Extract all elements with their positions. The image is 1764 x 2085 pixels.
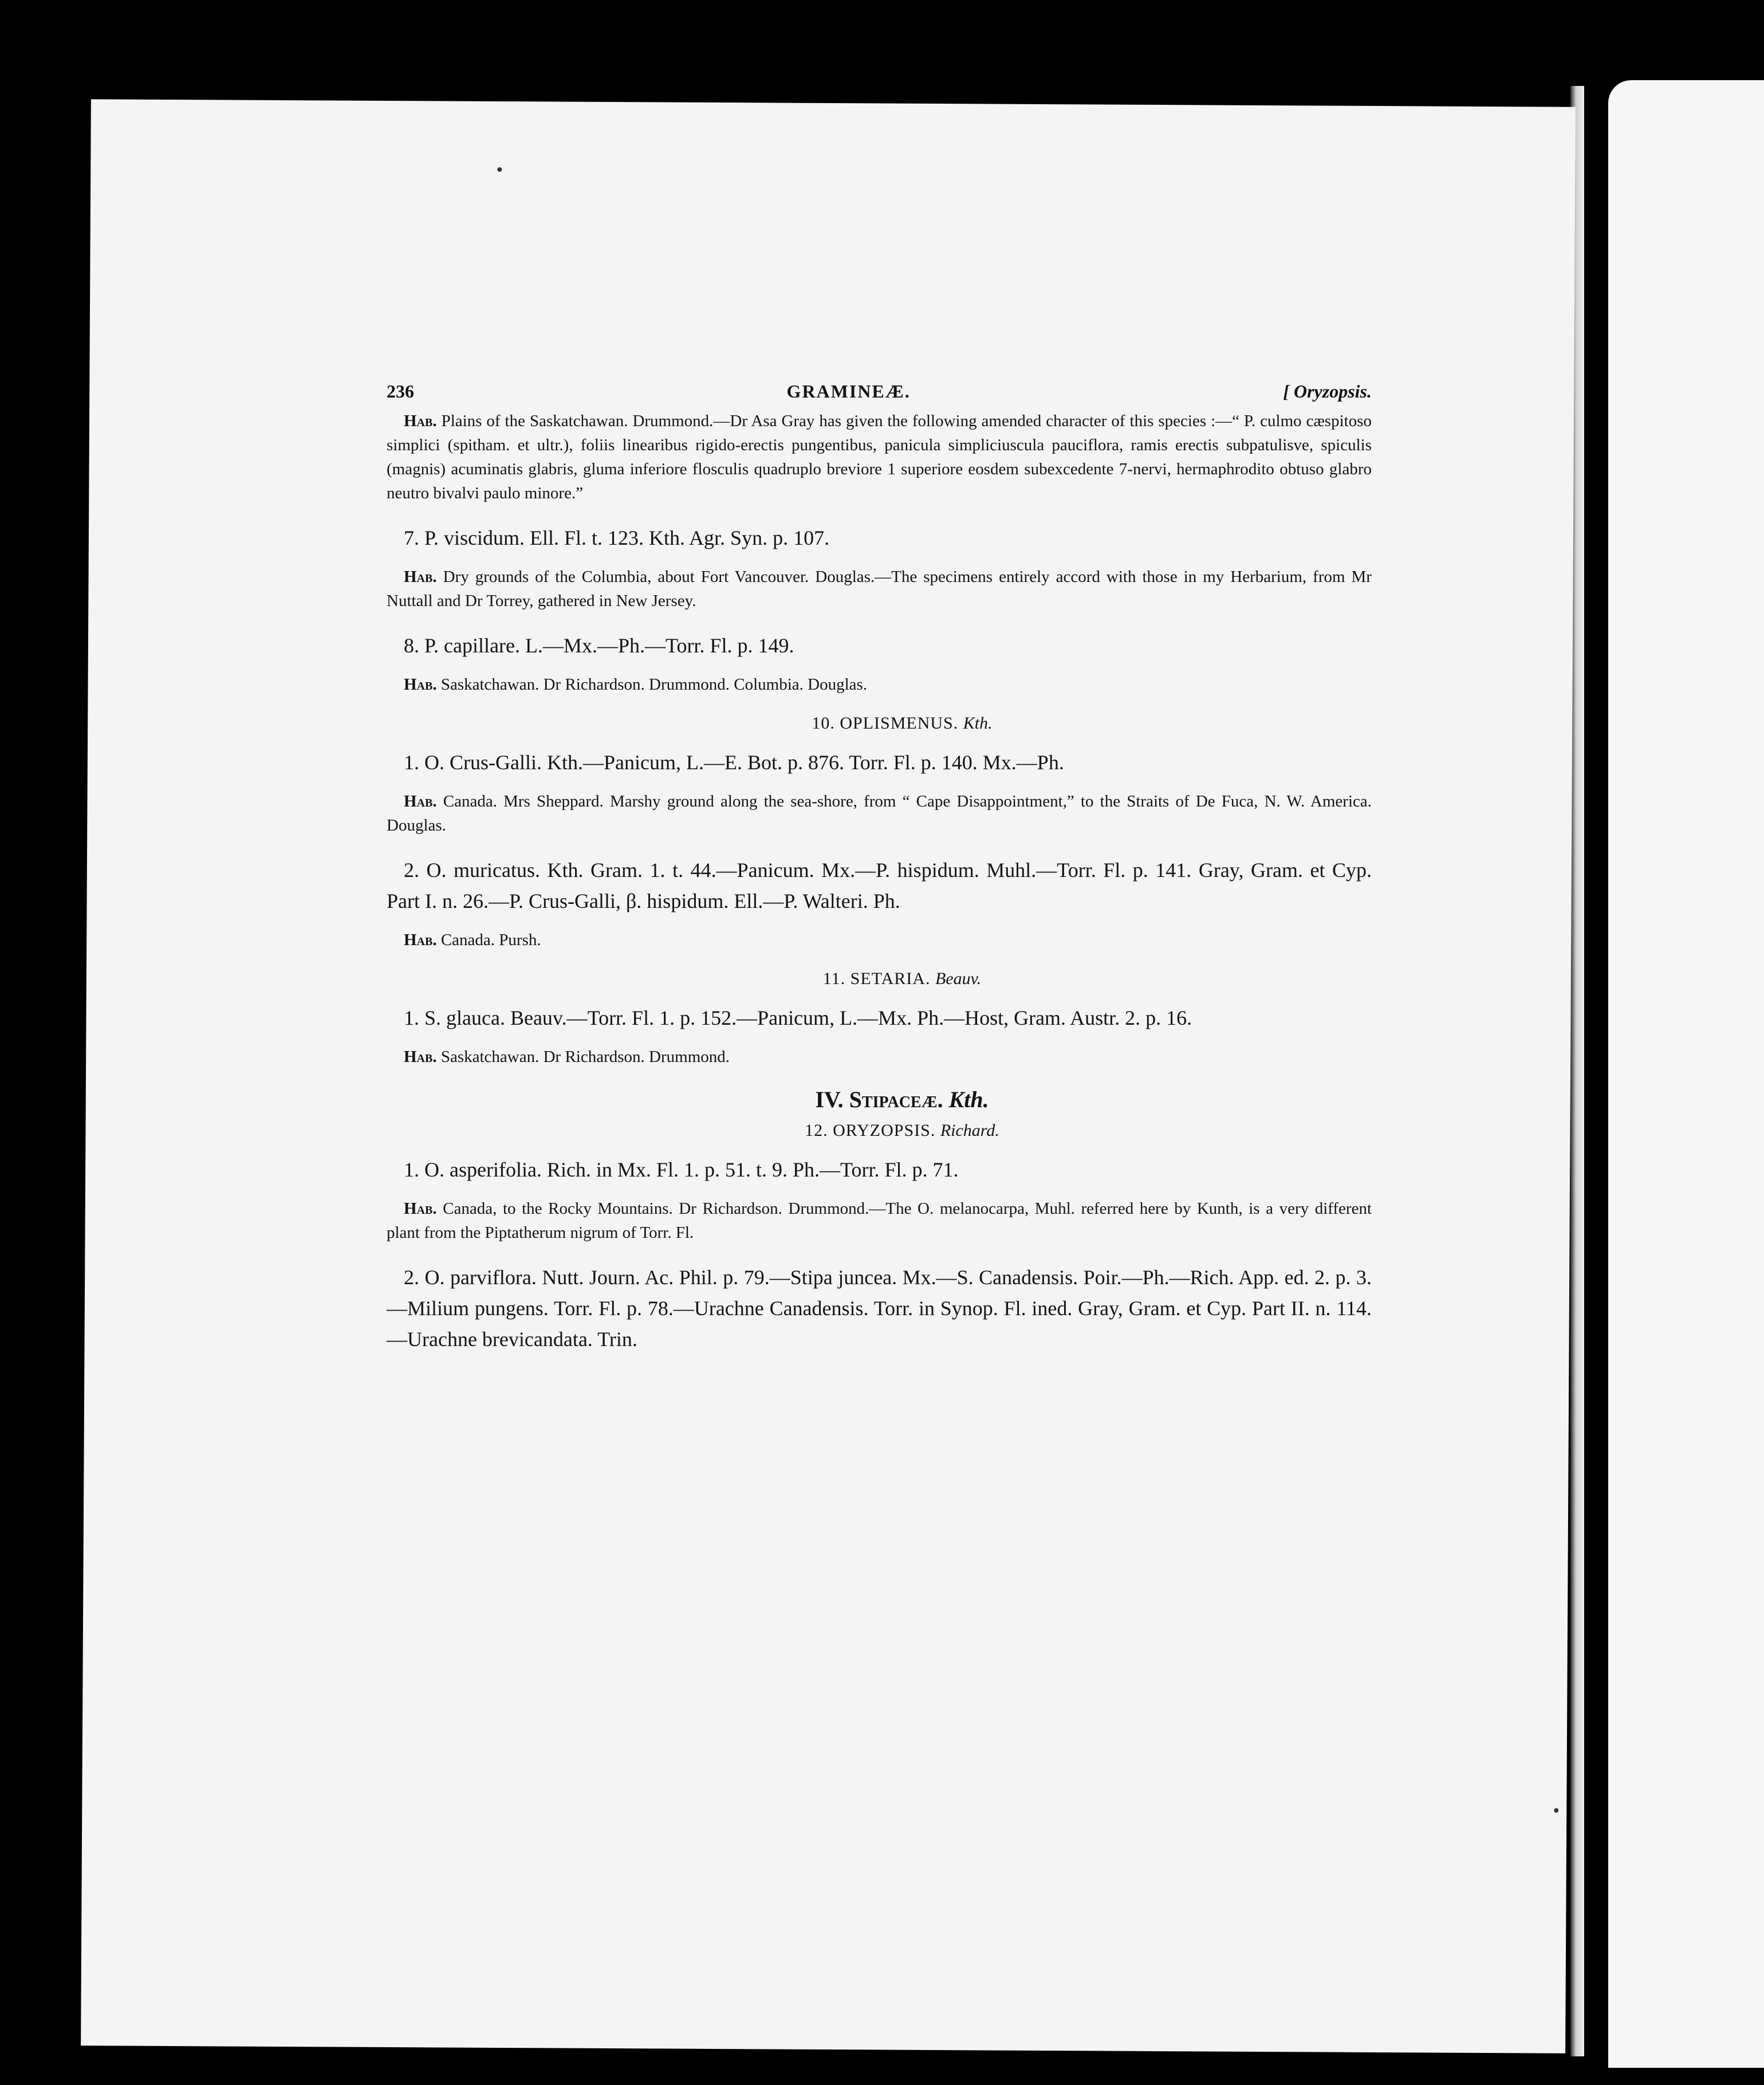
hab-text: Plains of the Saskatchawan. Drummond.—Dr Asa Gray has given the following amended character of this species :—“ P. culmo cæspitoso simplici (spitham. et ultr.), foliis linearibus rigido-erectis pungentibus, panicula simpliciuscula pauciflora, ramis erectis subpatulisve, spiculis (magnis) acuminatis glabris, gluma inferiore flosculis quadruplo breviore 1 superiore eosdem subexcedente 7-nervi, hermaphrodito obtuso glabro neutro bivalvi paulo minore.” xyxy=(387,412,1372,502)
hab-text: Canada, to the Rocky Mountains. Dr Richardson. Drummond.—The O. melanocarpa, Muhl. referred here by Kunth, is a very different plant from the Piptatherum nigrum of Torr. Fl. xyxy=(387,1199,1372,1242)
hab-label: Hab. xyxy=(404,412,437,430)
running-head-genus: [ Oryzopsis. xyxy=(1283,381,1372,402)
running-header xyxy=(387,381,1372,402)
species-entry: 8. P. capillare. L.—Mx.—Ph.—Torr. Fl. p. 149. xyxy=(404,634,794,657)
species-entry: 1. O. Crus-Galli. Kth.—Panicum, L.—E. Bot. p. 876. Torr. Fl. p. 140. Mx.—Ph. xyxy=(404,751,1064,774)
hab-text: Dry grounds of the Columbia, about Fort Vancouver. Douglas.—The specimens entirely accord with those in my Herbarium, from Mr Nuttall and Dr Torrey, gathered in New Jersey. xyxy=(387,568,1372,610)
page-text xyxy=(387,381,1372,1366)
paper-speck xyxy=(497,167,502,172)
habitat-paragraph xyxy=(387,1197,1372,1245)
tribe-name: IV. Stipaceæ. xyxy=(815,1087,943,1112)
hab-text: Saskatchawan. Dr Richardson. Drummond. Columbia. Douglas. xyxy=(436,675,868,694)
hab-label: Hab. xyxy=(404,1199,437,1218)
habitat-paragraph xyxy=(387,789,1372,837)
species-entry: 1. O. asperifolia. Rich. in Mx. Fl. 1. p. 51. t. 9. Ph.—Torr. Fl. p. 71. xyxy=(404,1158,959,1181)
genus-name: 11. SETARIA. xyxy=(822,969,931,988)
hab-text: Saskatchawan. Dr Richardson. Drummond. xyxy=(436,1048,730,1066)
page-number: 236 xyxy=(387,381,414,402)
genus-author: Kth. xyxy=(963,714,993,733)
genus-name: 12. ORYZOPSIS. xyxy=(805,1121,936,1140)
habitat-paragraph xyxy=(387,928,1372,952)
paper-speck xyxy=(1554,1808,1558,1813)
genus-author: Richard. xyxy=(940,1121,999,1140)
habitat-paragraph xyxy=(387,565,1372,613)
genus-heading xyxy=(387,714,1372,733)
hab-label: Hab. xyxy=(404,931,437,949)
genus-heading xyxy=(387,969,1372,989)
tribe-heading xyxy=(387,1086,1372,1113)
hab-text: Canada. Mrs Sheppard. Marshy ground along the sea-shore, from “ Cape Disappointment,” to the Straits of De Fuca, N. W. America. Douglas. xyxy=(387,792,1372,835)
hab-label: Hab. xyxy=(404,568,437,586)
genus-name: 10. OPLISMENUS. xyxy=(812,714,959,733)
species-entry: 2. O. muricatus. Kth. Gram. 1. t. 44.—Panicum. Mx.—P. hispidum. Muhl.—Torr. Fl. p. 141. Gray, Gram. et Cyp. Part I. n. 26.—P. Crus-Galli, β. hispidum. Ell.—P. Walteri. Ph. xyxy=(387,859,1372,912)
hab-text: Canada. Pursh. xyxy=(436,931,541,949)
habitat-paragraph xyxy=(387,1045,1372,1069)
hab-label: Hab. xyxy=(404,1048,437,1066)
habitat-paragraph xyxy=(387,672,1372,697)
genus-author: Beauv. xyxy=(935,969,982,988)
genus-heading xyxy=(387,1121,1372,1140)
species-entry: 1. S. glauca. Beauv.—Torr. Fl. 1. p. 152.—Panicum, L.—Mx. Ph.—Host, Gram. Austr. 2. p. 16. xyxy=(404,1006,1192,1029)
adjacent-page xyxy=(1608,80,1764,2068)
habitat-paragraph xyxy=(387,409,1372,505)
tribe-author: Kth. xyxy=(948,1087,989,1112)
hab-label: Hab. xyxy=(404,675,437,694)
running-title: GRAMINEÆ. xyxy=(786,381,911,402)
hab-label: Hab. xyxy=(404,792,437,811)
species-entry: 7. P. viscidum. Ell. Fl. t. 123. Kth. Agr. Syn. p. 107. xyxy=(404,526,830,549)
species-entry: 2. O. parviflora. Nutt. Journ. Ac. Phil. p. 79.—Stipa juncea. Mx.—S. Canadensis. Poir.—Ph.—Rich. App. ed. 2. p. 3.—Milium pungens. Torr. Fl. p. 78.—Urachne Canadensis. Torr. in Synop. Fl. ined. Gray, Gram. et Cyp. Part II. n. 114.—Urachne brevicandata. Trin. xyxy=(387,1266,1372,1351)
